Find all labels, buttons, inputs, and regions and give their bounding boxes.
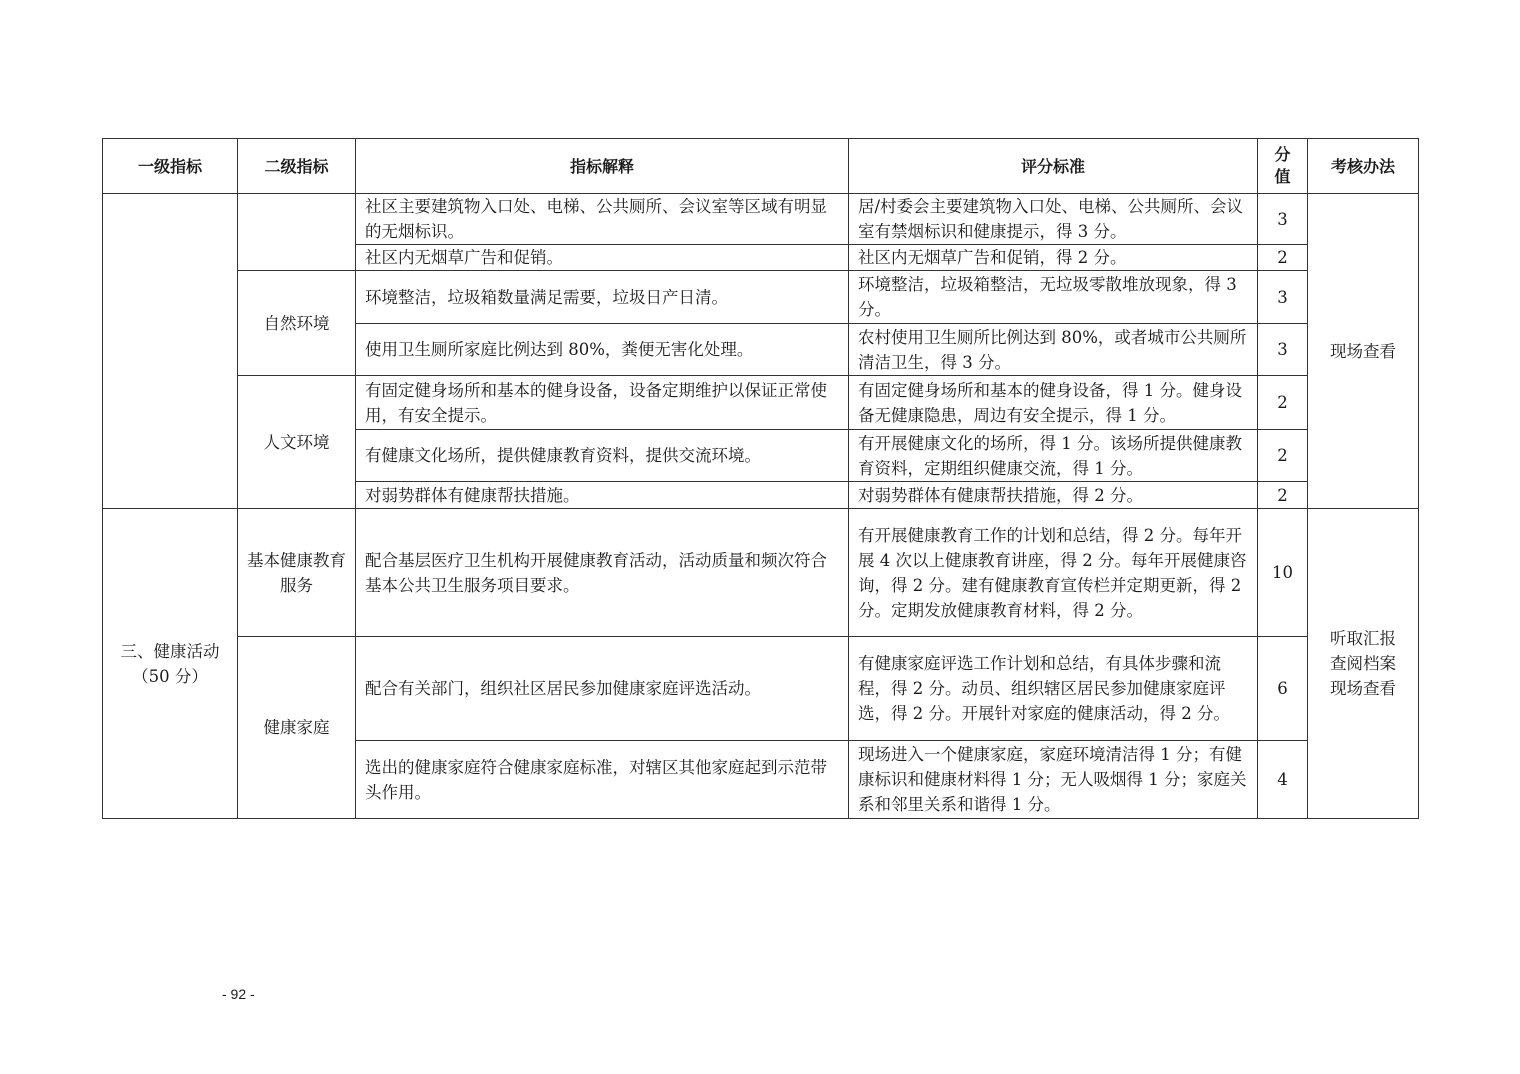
standard-cell: 居/村委会主要建筑物入口处、电梯、公共厕所、会议室有禁烟标识和健康提示，得 3 分。 <box>849 194 1258 245</box>
level1-cell-empty <box>103 194 238 509</box>
table-row <box>103 194 1419 245</box>
standard-cell: 有开展健康教育工作的计划和总结，得 2 分。每年开展 4 次以上健康教育讲座，得 2 分。每年开展健康咨询，得 2 分。建有健康教育宣传栏并定期更新，得 2 分。定期发放健康教育材料，得 2 分。 <box>849 509 1258 637</box>
header-row <box>103 139 1419 194</box>
explanation-cell: 配合有关部门，组织社区居民参加健康家庭评选活动。 <box>356 637 849 741</box>
score-cell: 2 <box>1258 376 1308 430</box>
score-cell: 3 <box>1258 271 1308 324</box>
explanation-cell: 配合基层医疗卫生机构开展健康教育活动，活动质量和频次符合基本公共卫生服务项目要求。 <box>356 509 849 637</box>
standard-cell: 有固定健身场所和基本的健身设备，得 1 分。健身设备无健康隐患，周边有安全提示，得 1 分。 <box>849 376 1258 430</box>
score-cell: 3 <box>1258 324 1308 376</box>
score-cell: 3 <box>1258 194 1308 245</box>
table-row <box>103 509 1419 637</box>
explanation-cell: 社区内无烟草广告和促销。 <box>356 245 849 271</box>
level2-cell-empty <box>238 194 356 271</box>
level2-cell: 人文环境 <box>238 376 356 509</box>
level2-cell: 健康家庭 <box>238 637 356 819</box>
table-row <box>103 637 1419 741</box>
explanation-cell: 对弱势群体有健康帮扶措施。 <box>356 482 849 509</box>
standard-cell: 有开展健康文化的场所，得 1 分。该场所提供健康教育资料，定期组织健康交流，得 1 分。 <box>849 430 1258 482</box>
score-cell: 10 <box>1258 509 1308 637</box>
explanation-cell: 社区主要建筑物入口处、电梯、公共厕所、会议室等区域有明显的无烟标识。 <box>356 194 849 245</box>
explanation-cell: 选出的健康家庭符合健康家庭标准，对辖区其他家庭起到示范带头作用。 <box>356 741 849 819</box>
standard-cell: 环境整洁，垃圾箱整洁，无垃圾零散堆放现象，得 3 分。 <box>849 271 1258 324</box>
score-cell: 2 <box>1258 245 1308 271</box>
header-explanation: 指标解释 <box>356 139 849 194</box>
header-method: 考核办法 <box>1308 139 1419 194</box>
explanation-cell: 环境整洁，垃圾箱数量满足需要，垃圾日产日清。 <box>356 271 849 324</box>
explanation-cell: 使用卫生厕所家庭比例达到 80%，粪便无害化处理。 <box>356 324 849 376</box>
score-cell: 2 <box>1258 482 1308 509</box>
standard-cell: 对弱势群体有健康帮扶措施，得 2 分。 <box>849 482 1258 509</box>
level2-cell: 自然环境 <box>238 271 356 376</box>
level1-cell: 三、健康活动（50 分） <box>103 509 238 819</box>
table-row <box>103 271 1419 324</box>
header-score: 分值 <box>1258 139 1308 194</box>
header-standard: 评分标准 <box>849 139 1258 194</box>
explanation-cell: 有健康文化场所，提供健康教育资料，提供交流环境。 <box>356 430 849 482</box>
table-row <box>103 376 1419 430</box>
standard-cell: 有健康家庭评选工作计划和总结，有具体步骤和流程，得 2 分。动员、组织辖区居民参加健康家庭评选，得 2 分。开展针对家庭的健康活动，得 2 分。 <box>849 637 1258 741</box>
evaluation-table <box>102 138 1419 819</box>
standard-cell: 农村使用卫生厕所比例达到 80%，或者城市公共厕所清洁卫生，得 3 分。 <box>849 324 1258 376</box>
header-level2: 二级指标 <box>238 139 356 194</box>
method-cell: 听取汇报查阅档案现场查看 <box>1308 509 1419 819</box>
level2-cell: 基本健康教育服务 <box>238 509 356 637</box>
score-cell: 4 <box>1258 741 1308 819</box>
standard-cell: 现场进入一个健康家庭，家庭环境清洁得 1 分；有健康标识和健康材料得 1 分；无人吸烟得 1 分；家庭关系和邻里关系和谐得 1 分。 <box>849 741 1258 819</box>
header-level1: 一级指标 <box>103 139 238 194</box>
standard-cell: 社区内无烟草广告和促销，得 2 分。 <box>849 245 1258 271</box>
method-cell: 现场查看 <box>1308 194 1419 509</box>
score-cell: 2 <box>1258 430 1308 482</box>
explanation-cell: 有固定健身场所和基本的健身设备，设备定期维护以保证正常使用，有安全提示。 <box>356 376 849 430</box>
score-cell: 6 <box>1258 637 1308 741</box>
page-number: - 92 - <box>222 986 255 1002</box>
